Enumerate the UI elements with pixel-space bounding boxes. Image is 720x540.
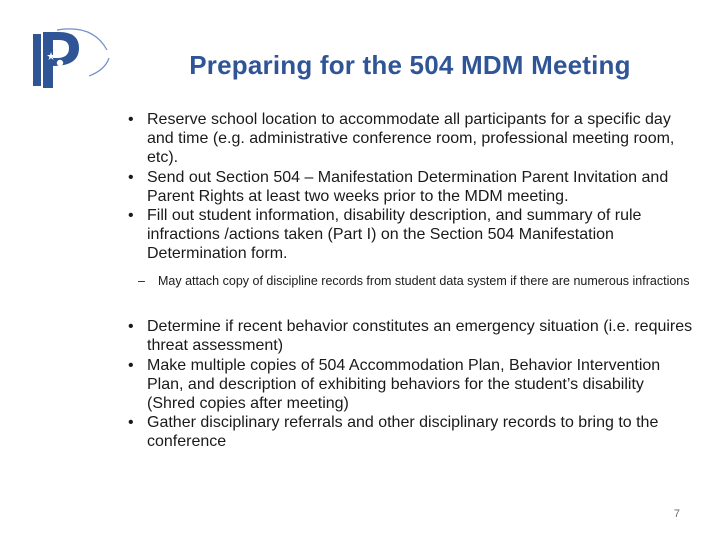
slide-content xyxy=(126,110,696,452)
pasco-county-schools-logo xyxy=(33,26,113,90)
logo-graphic xyxy=(33,26,113,90)
bullet-list-1 xyxy=(126,110,696,264)
sub-bullet-item: – May attach copy of discipline records from student data system if there are numerous infractions xyxy=(126,274,696,290)
sub-bullet-list xyxy=(126,274,696,290)
bullet-item: • Determine if recent behavior constitutes an emergency situation (i.e. requires threat assessment) xyxy=(126,317,696,355)
bullet-item: • Gather disciplinary referrals and other disciplinary records to bring to the conference xyxy=(126,413,696,451)
bullet-item: • Make multiple copies of 504 Accommodation Plan, Behavior Intervention Plan, and description of exhibiting behaviors for the student’s disability (Shred copies after meeting) xyxy=(126,356,696,414)
page-title: Preparing for the 504 MDM Meeting xyxy=(189,50,631,80)
page-number: 7 xyxy=(673,508,680,520)
bullet-item: • Send out Section 504 – Manifestation Determination Parent Invitation and Parent Rights at least two weeks prior to the MDM meeting. xyxy=(126,168,696,206)
bullet-list-2 xyxy=(126,317,696,451)
bullet-item: • Fill out student information, disability description, and summary of rule infractions /actions taken (Part I) on the Section 504 Manifestation Determination form. xyxy=(126,206,696,264)
bullet-item: • Reserve school location to accommodate all participants for a specific day and time (e.g. administrative conference room, professional meeting room, etc). xyxy=(126,110,696,168)
